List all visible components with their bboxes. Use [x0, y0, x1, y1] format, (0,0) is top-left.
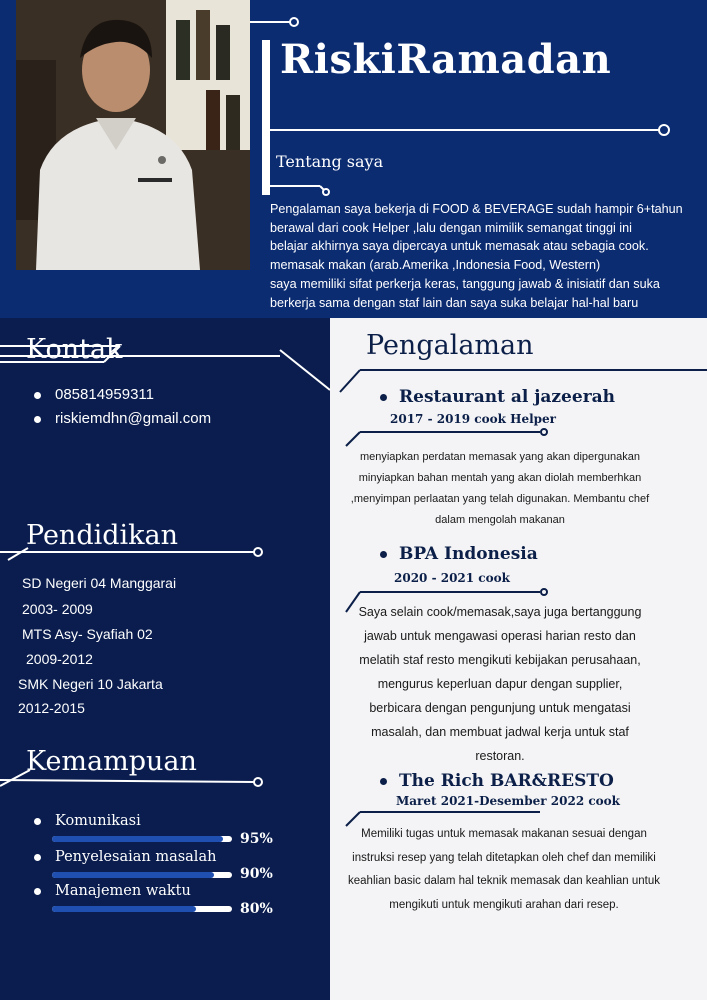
skill-label: Penyelesaian masalah — [34, 849, 216, 865]
job-desc-line: dalam mengolah makanan — [435, 514, 565, 526]
job-date: 2020 - 2021 cook — [394, 571, 510, 585]
skill-percent: 80% — [240, 901, 273, 917]
skill-bar-fill — [52, 836, 223, 842]
education-item: MTS Asy- Syafiah 02 — [22, 626, 153, 642]
job-title: BPA Indonesia — [380, 544, 538, 564]
about-line: saya memiliki sifat perkerja keras, tanggung jawab & inisiatif dan suka — [270, 276, 660, 291]
bullet-icon — [380, 778, 387, 785]
skills-title: Kemampuan — [26, 746, 197, 777]
job-description — [344, 823, 664, 917]
bullet-icon — [380, 394, 387, 401]
job-title: The Rich BAR&RESTO — [380, 771, 614, 791]
phone-text: 085814959311 — [55, 386, 154, 403]
job-desc-line: ,menyimpan perlaatan yang telah digunakan. Membantu chef — [350, 493, 650, 505]
candidate-name: RiskiRamadan — [280, 36, 612, 83]
job-desc-line: Memiliki tugas untuk memasak makanan sesuai dengan — [361, 828, 647, 840]
education-item: SD Negeri 04 Manggarai — [22, 575, 177, 591]
job-title: Restaurant al jazeerah — [380, 387, 615, 407]
skill-bar-fill — [52, 872, 214, 878]
education-item: 2012-2015 — [18, 700, 85, 716]
skill-label: Komunikasi — [34, 813, 141, 829]
bullet-icon — [380, 551, 387, 558]
job-date: 2017 - 2019 cook Helper — [390, 412, 556, 426]
education-title: Pendidikan — [26, 520, 179, 551]
job-desc-line: minyiapkan bahan mentah yang akan diolah memberhkan — [358, 472, 642, 484]
skill-bar-fill — [52, 906, 196, 912]
education-item: SMK Negeri 10 Jakarta — [18, 676, 163, 692]
job-desc-line: mengikuti untuk mengikuti arahan dari resep. — [389, 898, 619, 911]
contact-phone — [34, 386, 154, 403]
education-item: 2009-2012 — [26, 651, 93, 667]
email-text: riskiemdhn@gmail.com — [55, 410, 212, 427]
job-desc-line: menyiapkan perdatan memasak yang akan dipergunakan — [359, 451, 641, 463]
about-title: Tentang saya — [276, 152, 384, 171]
job-description — [348, 600, 652, 768]
contact-title: Kontak — [26, 334, 123, 365]
about-text — [270, 200, 700, 312]
about-line: berawal dari cook Helper ,lalu dengan mimilik semangat tinggi ini — [270, 220, 632, 235]
job-desc-line: jawab untuk mengawasi operasi harian resto dan — [364, 629, 636, 643]
job-date: Maret 2021-Desember 2022 cook — [396, 794, 620, 808]
education-item: 2003- 2009 — [22, 601, 93, 617]
skill-label: Manajemen waktu — [34, 883, 191, 899]
bullet-icon — [34, 818, 41, 825]
skill-bar-track — [52, 906, 232, 912]
experience-title: Pengalaman — [366, 330, 534, 361]
contact-email — [34, 410, 211, 427]
about-line: memasak makan (arab.Amerika ,Indonesia Food, Western) — [270, 258, 601, 273]
job-desc-line: masalah, dan membuat jadwal kerja untuk staf — [371, 725, 629, 739]
job-desc-line: keahlian basic dalam hal teknik memasak dan keahlian untuk — [348, 875, 660, 887]
job-desc-line: restoran. — [475, 749, 525, 763]
skill-percent: 95% — [240, 831, 273, 847]
bullet-icon — [34, 888, 41, 895]
skill-percent: 90% — [240, 866, 273, 882]
skill-bar-track — [52, 836, 232, 842]
bullet-icon — [34, 854, 41, 861]
job-desc-line: Saya selain cook/memasak,saya juga bertanggung — [358, 605, 642, 619]
job-desc-line: melatih staf resto mengikuti kebijakan perusahaan, — [359, 653, 641, 667]
about-line: belajar akhirnya saya dipercaya untuk memasak atau sebagia cook. — [270, 239, 649, 254]
job-description — [350, 447, 650, 531]
bullet-icon — [34, 392, 41, 399]
skill-bar-track — [52, 872, 232, 878]
job-desc-line: instruksi resep yang telah ditetapkan oleh chef dan memiliki — [352, 851, 656, 864]
bullet-icon — [34, 416, 41, 423]
about-line: berkerja sama dengan staf lain dan saya suka belajar hal-hal baru — [270, 295, 639, 310]
job-desc-line: mengurus keperluan dapur dengan supplier, — [377, 677, 623, 691]
job-desc-line: berbicara dengan pengunjung untuk mengatasi — [369, 701, 631, 715]
about-line: Pengalaman saya bekerja di FOOD & BEVERAGE sudah hampir 6+tahun — [270, 202, 683, 216]
